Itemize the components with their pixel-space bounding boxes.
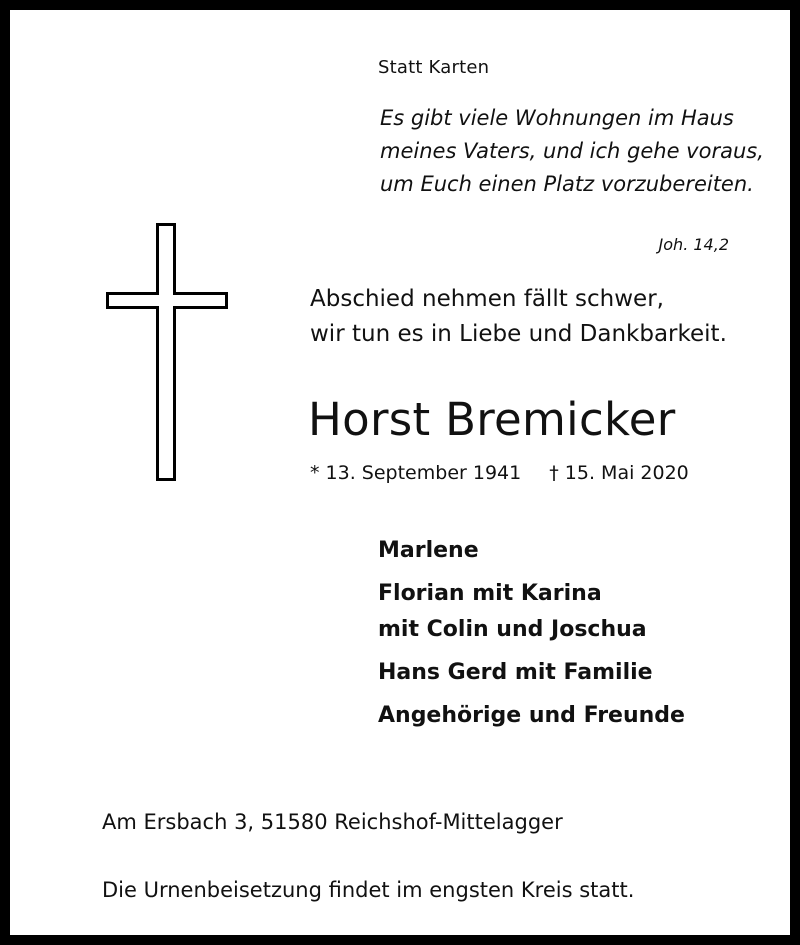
verse-line: Es gibt viele Wohnungen im Haus [380, 106, 734, 130]
birth-date: * 13. September 1941 [310, 462, 522, 484]
deceased-name: Horst Bremicker [308, 393, 676, 446]
mourner-group [378, 533, 685, 569]
farewell-line: wir tun es in Liebe und Dankbarkeit. [310, 321, 727, 347]
mourners-list [378, 533, 685, 741]
farewell-text [310, 282, 727, 352]
header-text: Statt Karten [378, 57, 490, 78]
farewell-line: Abschied nehmen fällt schwer, [310, 286, 664, 312]
mourner-name: Hans Gerd mit Familie [378, 660, 653, 685]
verse-reference: Joh. 14,2 [658, 235, 729, 254]
address-text: Am Ersbach 3, 51580 Reichshof-Mittelagger [102, 810, 563, 834]
death-date: † 15. Mai 2020 [549, 462, 689, 484]
mourner-group [378, 576, 685, 648]
verse-line: meines Vaters, und ich gehe voraus, [380, 139, 764, 163]
mourner-name: Florian mit Karina [378, 581, 602, 606]
cross-icon [106, 223, 228, 481]
mourner-name: Angehörige und Freunde [378, 703, 685, 728]
mourner-name: mit Colin und Joschua [378, 617, 647, 642]
burial-notice: Die Urnenbeisetzung findet im engsten Kreis statt. [102, 878, 635, 902]
verse-line: um Euch einen Platz vorzubereiten. [380, 172, 754, 196]
mourner-group [378, 655, 685, 691]
bible-verse [380, 102, 764, 201]
mourner-name: Marlene [378, 538, 479, 563]
life-dates [310, 462, 689, 484]
mourner-group [378, 698, 685, 734]
